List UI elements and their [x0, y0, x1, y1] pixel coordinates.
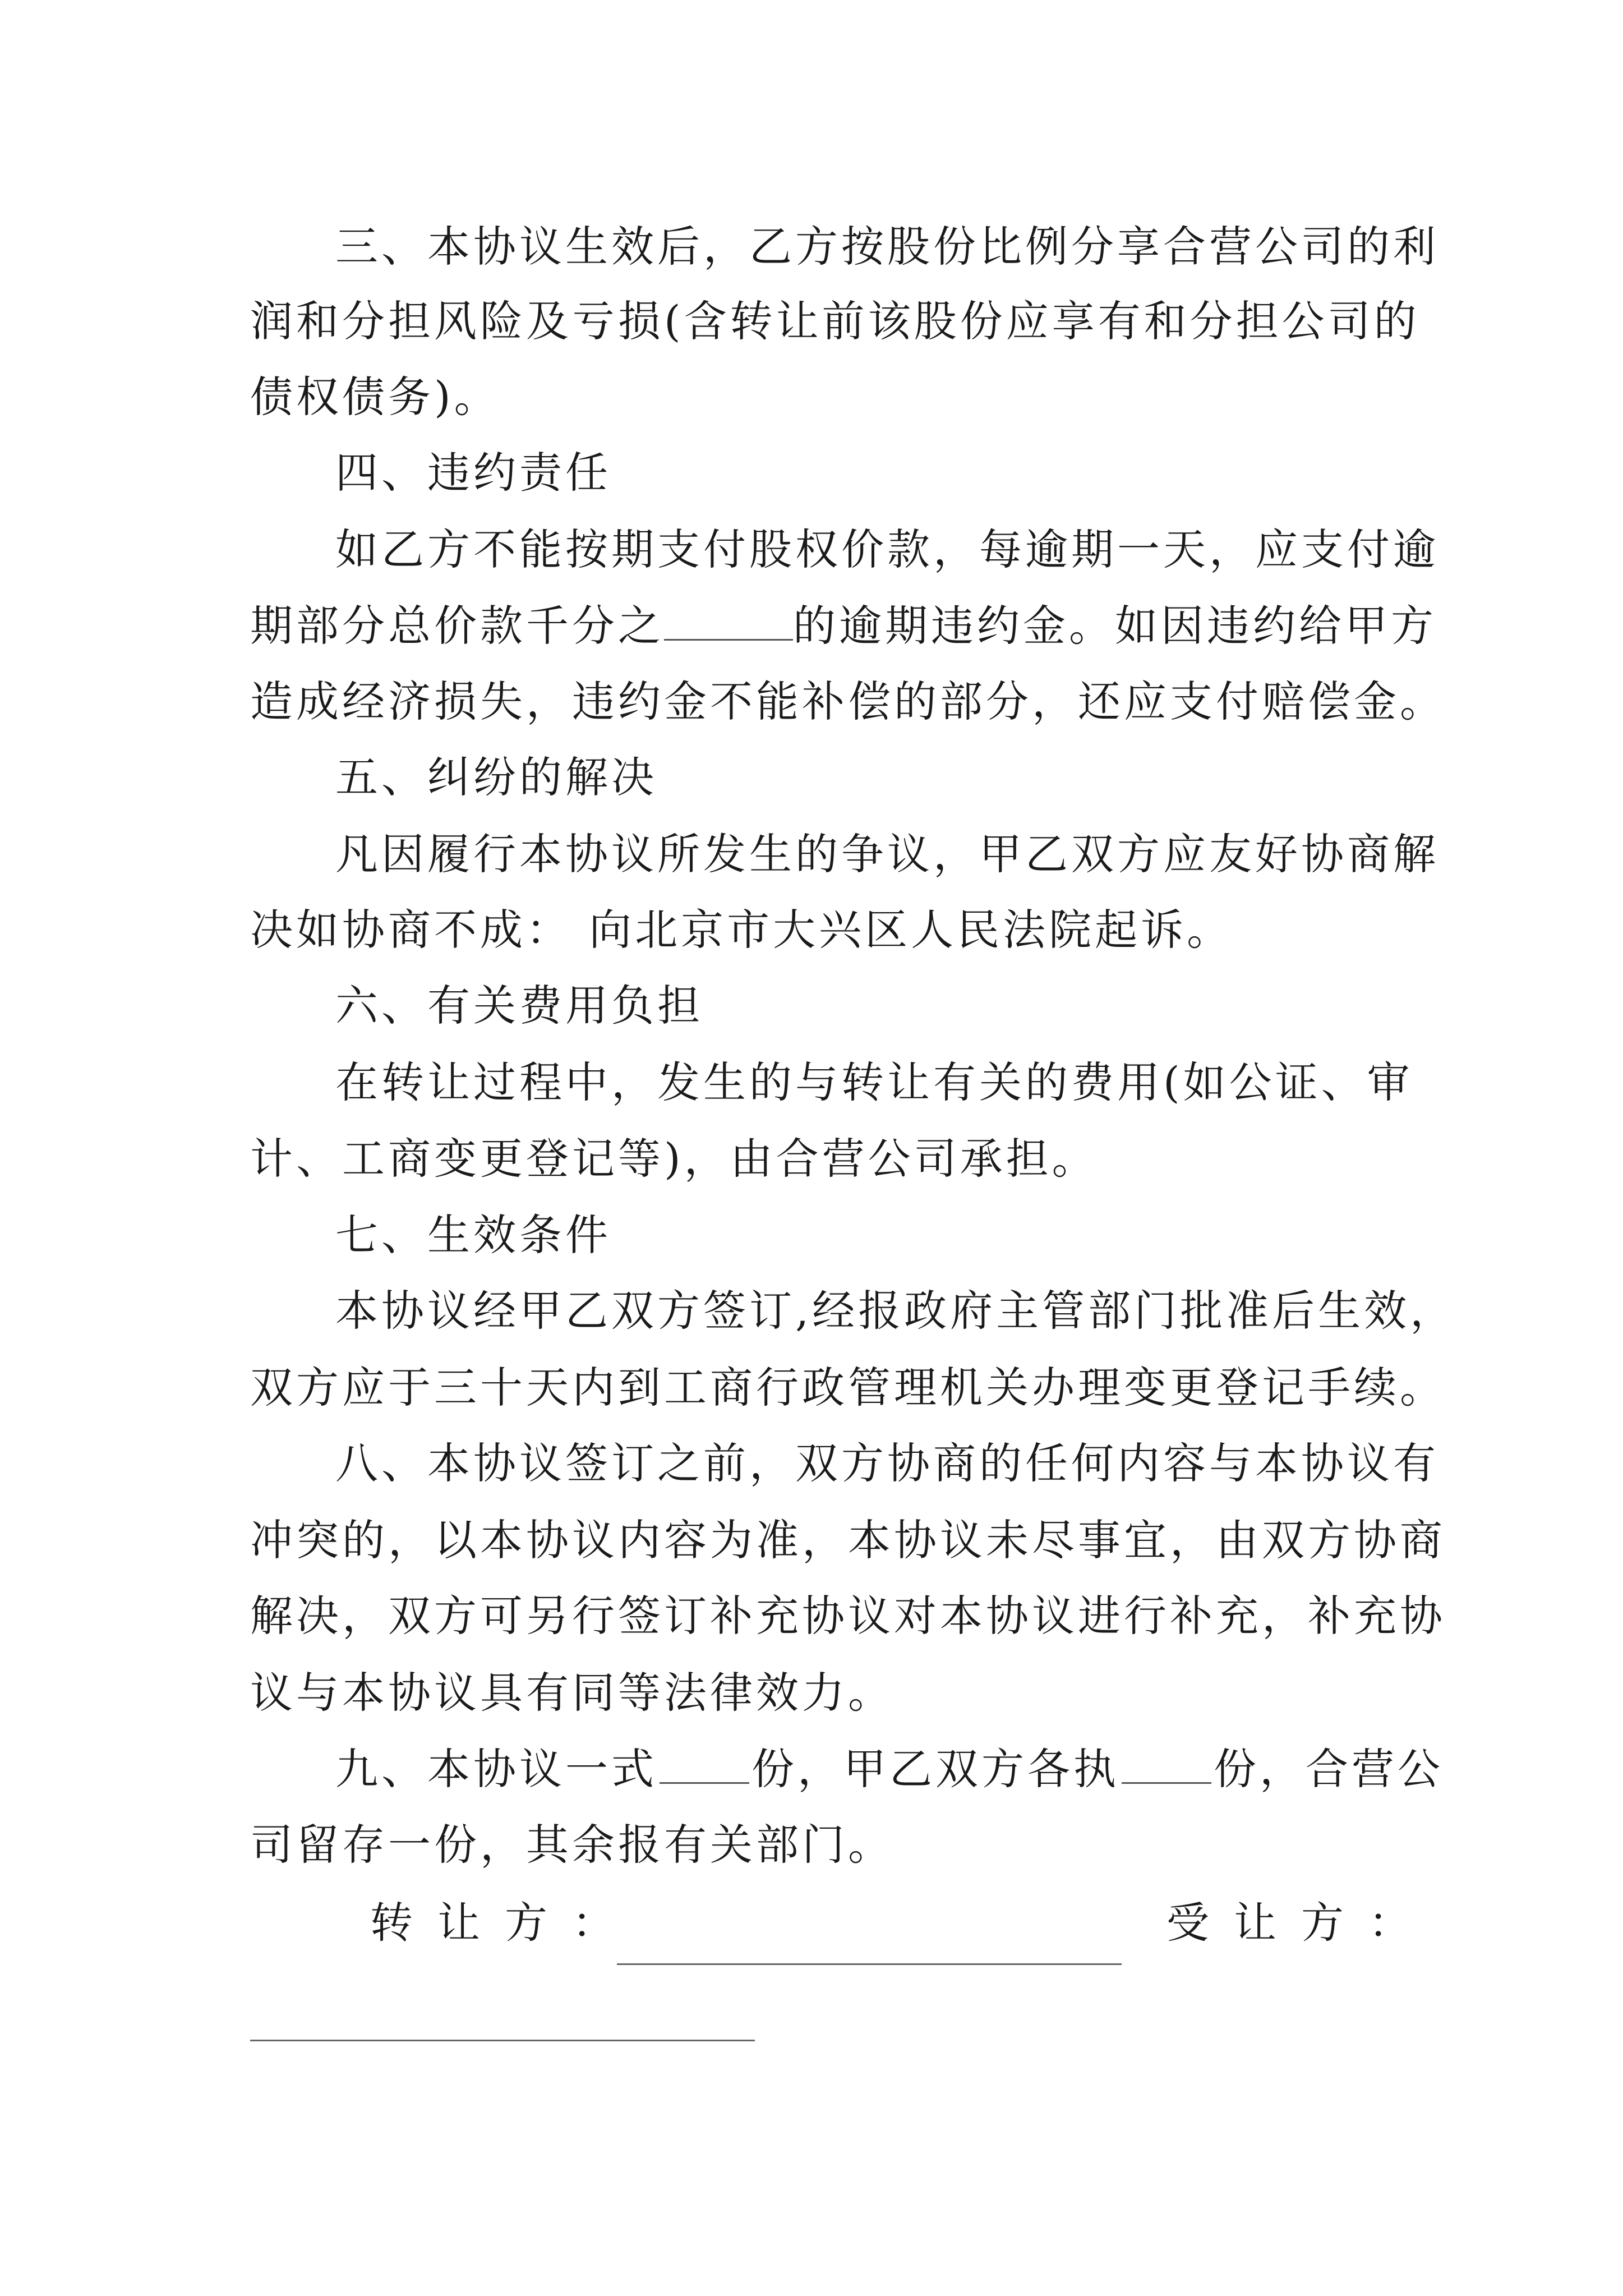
line-text: 凡因履行本协议所发生的争议，甲乙双方应友好协商解: [335, 829, 1439, 879]
fill-in-blank: [1122, 1742, 1211, 1784]
line-text: 议与本协议具有同等法律效力。: [250, 1668, 894, 1718]
transferee-label: [1166, 1895, 1469, 1951]
text-line: [335, 1741, 1485, 1797]
text-line: [335, 1283, 1485, 1339]
fill-in-blank: [664, 599, 793, 641]
text-line: [250, 1588, 1446, 1644]
line-text: 解决，双方可另行签订补充协议对本协议进行补充，补充协: [250, 1591, 1446, 1641]
heading-text: 四、违约责任: [335, 448, 611, 498]
heading-text: 五、纠纷的解决: [335, 752, 657, 802]
line-text: 债权债务)。: [250, 372, 500, 422]
line-text: 期部分总价款千分之: [250, 601, 664, 651]
text-line: [250, 598, 1437, 654]
line-text: 份，合营公: [1214, 1744, 1444, 1794]
text-line: [250, 1360, 1446, 1416]
section-heading: [335, 1207, 1485, 1263]
text-line: [250, 674, 1446, 730]
text-line: [250, 219, 1439, 275]
line-text: 决如协商不成： 向北京市大兴区人民法院起诉。: [250, 905, 1233, 955]
line-text: 如乙方不能按期支付股权价款，每逾期一天，应支付逾: [335, 524, 1439, 574]
text-line: [335, 1435, 1485, 1492]
transferor-label-text: 转让方：: [370, 1898, 639, 1948]
line-text: 造成经济损失，违约金不能补偿的部分，还应支付赔偿金。: [250, 677, 1446, 726]
text-line: [250, 1131, 1400, 1187]
line-text: 本协议经甲乙双方签订,经报政府主管部门批准后生效，: [335, 1286, 1456, 1336]
heading-text: 六、有关费用负担: [335, 981, 703, 1030]
text-line: [335, 826, 1485, 882]
line-text: 三、本协议生效后，乙方按股份比例分享合营公司的利: [335, 222, 1439, 272]
fill-in-blank: [660, 1742, 749, 1784]
text-line: [250, 1512, 1446, 1568]
text-line: [335, 1055, 1485, 1111]
line-text: 的逾期违约金。如因违约给甲方: [793, 601, 1437, 651]
text-line: [250, 1665, 1400, 1721]
section-heading: [335, 749, 1485, 806]
line-text: 八、本协议签订之前，双方协商的任何内容与本协议有: [335, 1438, 1439, 1488]
transferee-signature-line: [250, 2040, 755, 2041]
line-text: 份，甲乙双方各执: [751, 1744, 1119, 1794]
text-line: [250, 293, 1420, 349]
section-heading: [335, 978, 1485, 1034]
text-line: [335, 522, 1485, 578]
text-line: [250, 902, 1400, 958]
line-text: 计、工商变更登记等)，由合营公司承担。: [250, 1134, 1098, 1184]
transferor-label: [370, 1895, 662, 1951]
line-text: 司留存一份，其余报有关部门。: [250, 1820, 894, 1870]
line-text: 润和分担风险及亏损(含转让前该股份应享有和分担公司的: [250, 296, 1420, 346]
text-line: [250, 1817, 1400, 1873]
line-text: 冲突的，以本协议内容为准，本协议未尽事宜，由双方协商: [250, 1515, 1446, 1565]
transferee-label-text: 受让方：: [1166, 1898, 1436, 1948]
heading-text: 七、生效条件: [335, 1210, 611, 1260]
text-line: [250, 369, 1400, 425]
line-text: 九、本协议一式: [335, 1744, 657, 1794]
line-text: 双方应于三十天内到工商行政管理机关办理变更登记手续。: [250, 1363, 1446, 1412]
line-text: 在转让过程中，发生的与转让有关的费用(如公证、审: [335, 1057, 1413, 1107]
transferor-signature-line: [617, 1963, 1122, 1965]
section-heading: [335, 445, 1485, 501]
